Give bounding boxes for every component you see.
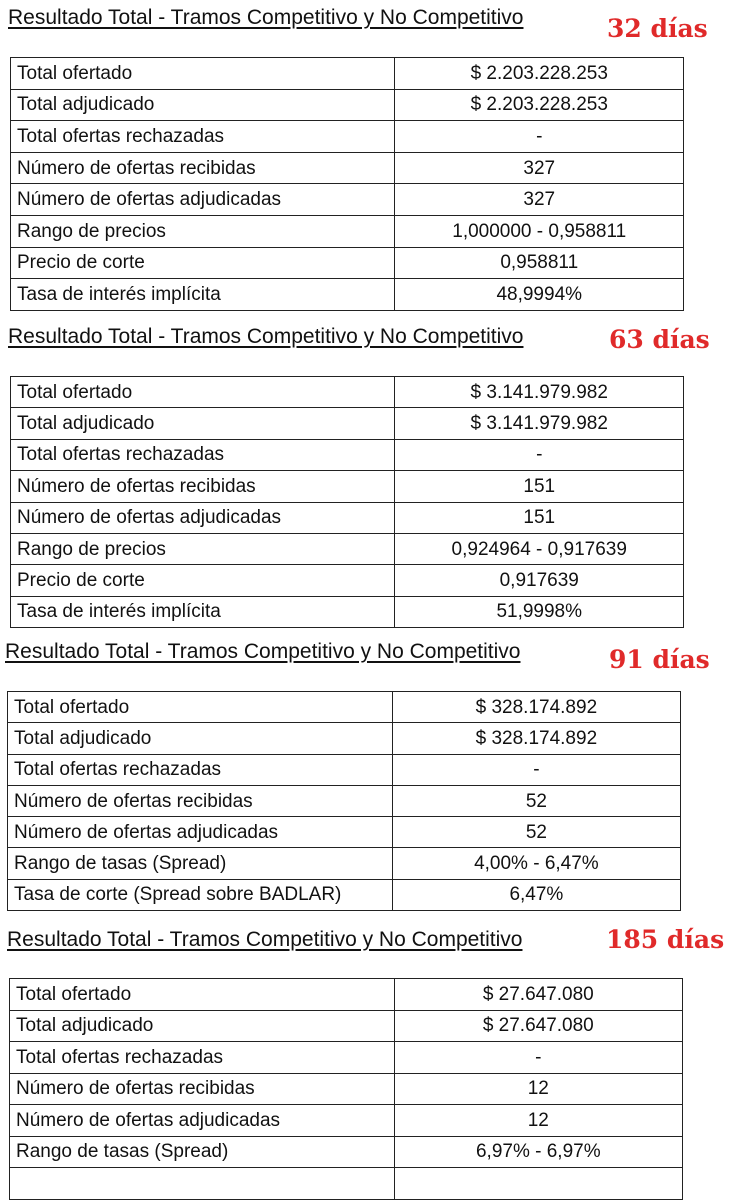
table-row — [10, 1010, 683, 1042]
section-title: Resultado Total - Tramos Competitivo y No Competitivo — [8, 6, 524, 29]
row-value: 12 — [394, 1105, 682, 1137]
row-value: 12 — [394, 1073, 682, 1105]
row-label: Número de ofertas recibidas — [11, 471, 395, 502]
row-value: $ 27.647.080 — [394, 979, 682, 1011]
row-label: Total ofertado — [8, 692, 393, 723]
row-label: Precio de corte — [11, 565, 395, 596]
row-label: Número de ofertas adjudicadas — [11, 184, 395, 216]
table-row — [10, 1073, 683, 1105]
table-row — [10, 979, 683, 1011]
row-label: Tasa de corte (Spread sobre BADLAR) — [8, 879, 393, 910]
section-title: Resultado Total - Tramos Competitivo y No Competitivo — [7, 928, 523, 951]
row-value: 6,97% - 6,97% — [394, 1136, 682, 1168]
row-value: - — [395, 121, 684, 153]
row-value: - — [394, 1042, 682, 1074]
row-value: 1,000000 - 0,958811 — [395, 215, 684, 247]
row-value: 151 — [395, 471, 684, 502]
row-label: Número de ofertas adjudicadas — [8, 817, 393, 848]
row-value: 52 — [392, 817, 680, 848]
days-label: 63 días — [609, 325, 710, 354]
row-value: - — [392, 754, 680, 785]
row-label-empty — [10, 1168, 395, 1200]
section-title: Resultado Total - Tramos Competitivo y No Competitivo — [5, 640, 521, 663]
row-label: Total ofertas rechazadas — [11, 439, 395, 470]
row-label: Rango de tasas (Spread) — [8, 848, 393, 879]
row-label: Total ofertas rechazadas — [10, 1042, 395, 1074]
row-label: Total adjudicado — [11, 89, 395, 121]
row-value: $ 328.174.892 — [392, 723, 680, 754]
table-row — [10, 1042, 683, 1074]
row-label: Total adjudicado — [10, 1010, 395, 1042]
row-value: 52 — [392, 785, 680, 816]
row-label: Rango de tasas (Spread) — [10, 1136, 395, 1168]
row-label: Precio de corte — [11, 247, 395, 279]
row-label: Total ofertas rechazadas — [11, 121, 395, 153]
row-label: Número de ofertas adjudicadas — [11, 502, 395, 533]
row-value: 4,00% - 6,47% — [392, 848, 680, 879]
row-value: 48,9994% — [395, 279, 684, 311]
days-label: 91 días — [609, 645, 710, 674]
row-label: Total ofertado — [11, 58, 395, 90]
row-label: Número de ofertas recibidas — [11, 152, 395, 184]
row-value: $ 3.141.979.982 — [395, 377, 684, 408]
row-value: 327 — [395, 152, 684, 184]
row-value: $ 2.203.228.253 — [395, 58, 684, 90]
days-label: 185 días — [606, 925, 725, 954]
table-row — [10, 1136, 683, 1168]
row-label: Rango de precios — [11, 215, 395, 247]
row-value: - — [395, 439, 684, 470]
row-value: 327 — [395, 184, 684, 216]
row-value: $ 2.203.228.253 — [395, 89, 684, 121]
row-value: 0,958811 — [395, 247, 684, 279]
row-value: $ 3.141.979.982 — [395, 408, 684, 439]
row-label: Número de ofertas recibidas — [10, 1073, 395, 1105]
row-label: Total ofertas rechazadas — [8, 754, 393, 785]
row-value: 6,47% — [392, 879, 680, 910]
row-label: Total ofertado — [10, 979, 395, 1011]
row-label: Total ofertado — [11, 377, 395, 408]
row-label: Número de ofertas recibidas — [8, 785, 393, 816]
row-value: 0,917639 — [395, 565, 684, 596]
row-label: Número de ofertas adjudicadas — [10, 1105, 395, 1137]
row-value-empty — [394, 1168, 682, 1200]
row-label: Total adjudicado — [8, 723, 393, 754]
row-value: 51,9998% — [395, 596, 684, 627]
table-row — [10, 1105, 683, 1137]
row-value: 151 — [395, 502, 684, 533]
row-value: $ 328.174.892 — [392, 692, 680, 723]
row-label: Tasa de interés implícita — [11, 279, 395, 311]
row-value: 0,924964 - 0,917639 — [395, 533, 684, 564]
section-title: Resultado Total - Tramos Competitivo y No Competitivo — [8, 325, 524, 348]
results-table — [9, 978, 683, 1200]
row-value: $ 27.647.080 — [394, 1010, 682, 1042]
row-label: Total adjudicado — [11, 408, 395, 439]
row-label: Rango de precios — [11, 533, 395, 564]
days-label: 32 días — [607, 14, 708, 43]
row-label: Tasa de interés implícita — [11, 596, 395, 627]
table-row-partial — [10, 1168, 683, 1200]
